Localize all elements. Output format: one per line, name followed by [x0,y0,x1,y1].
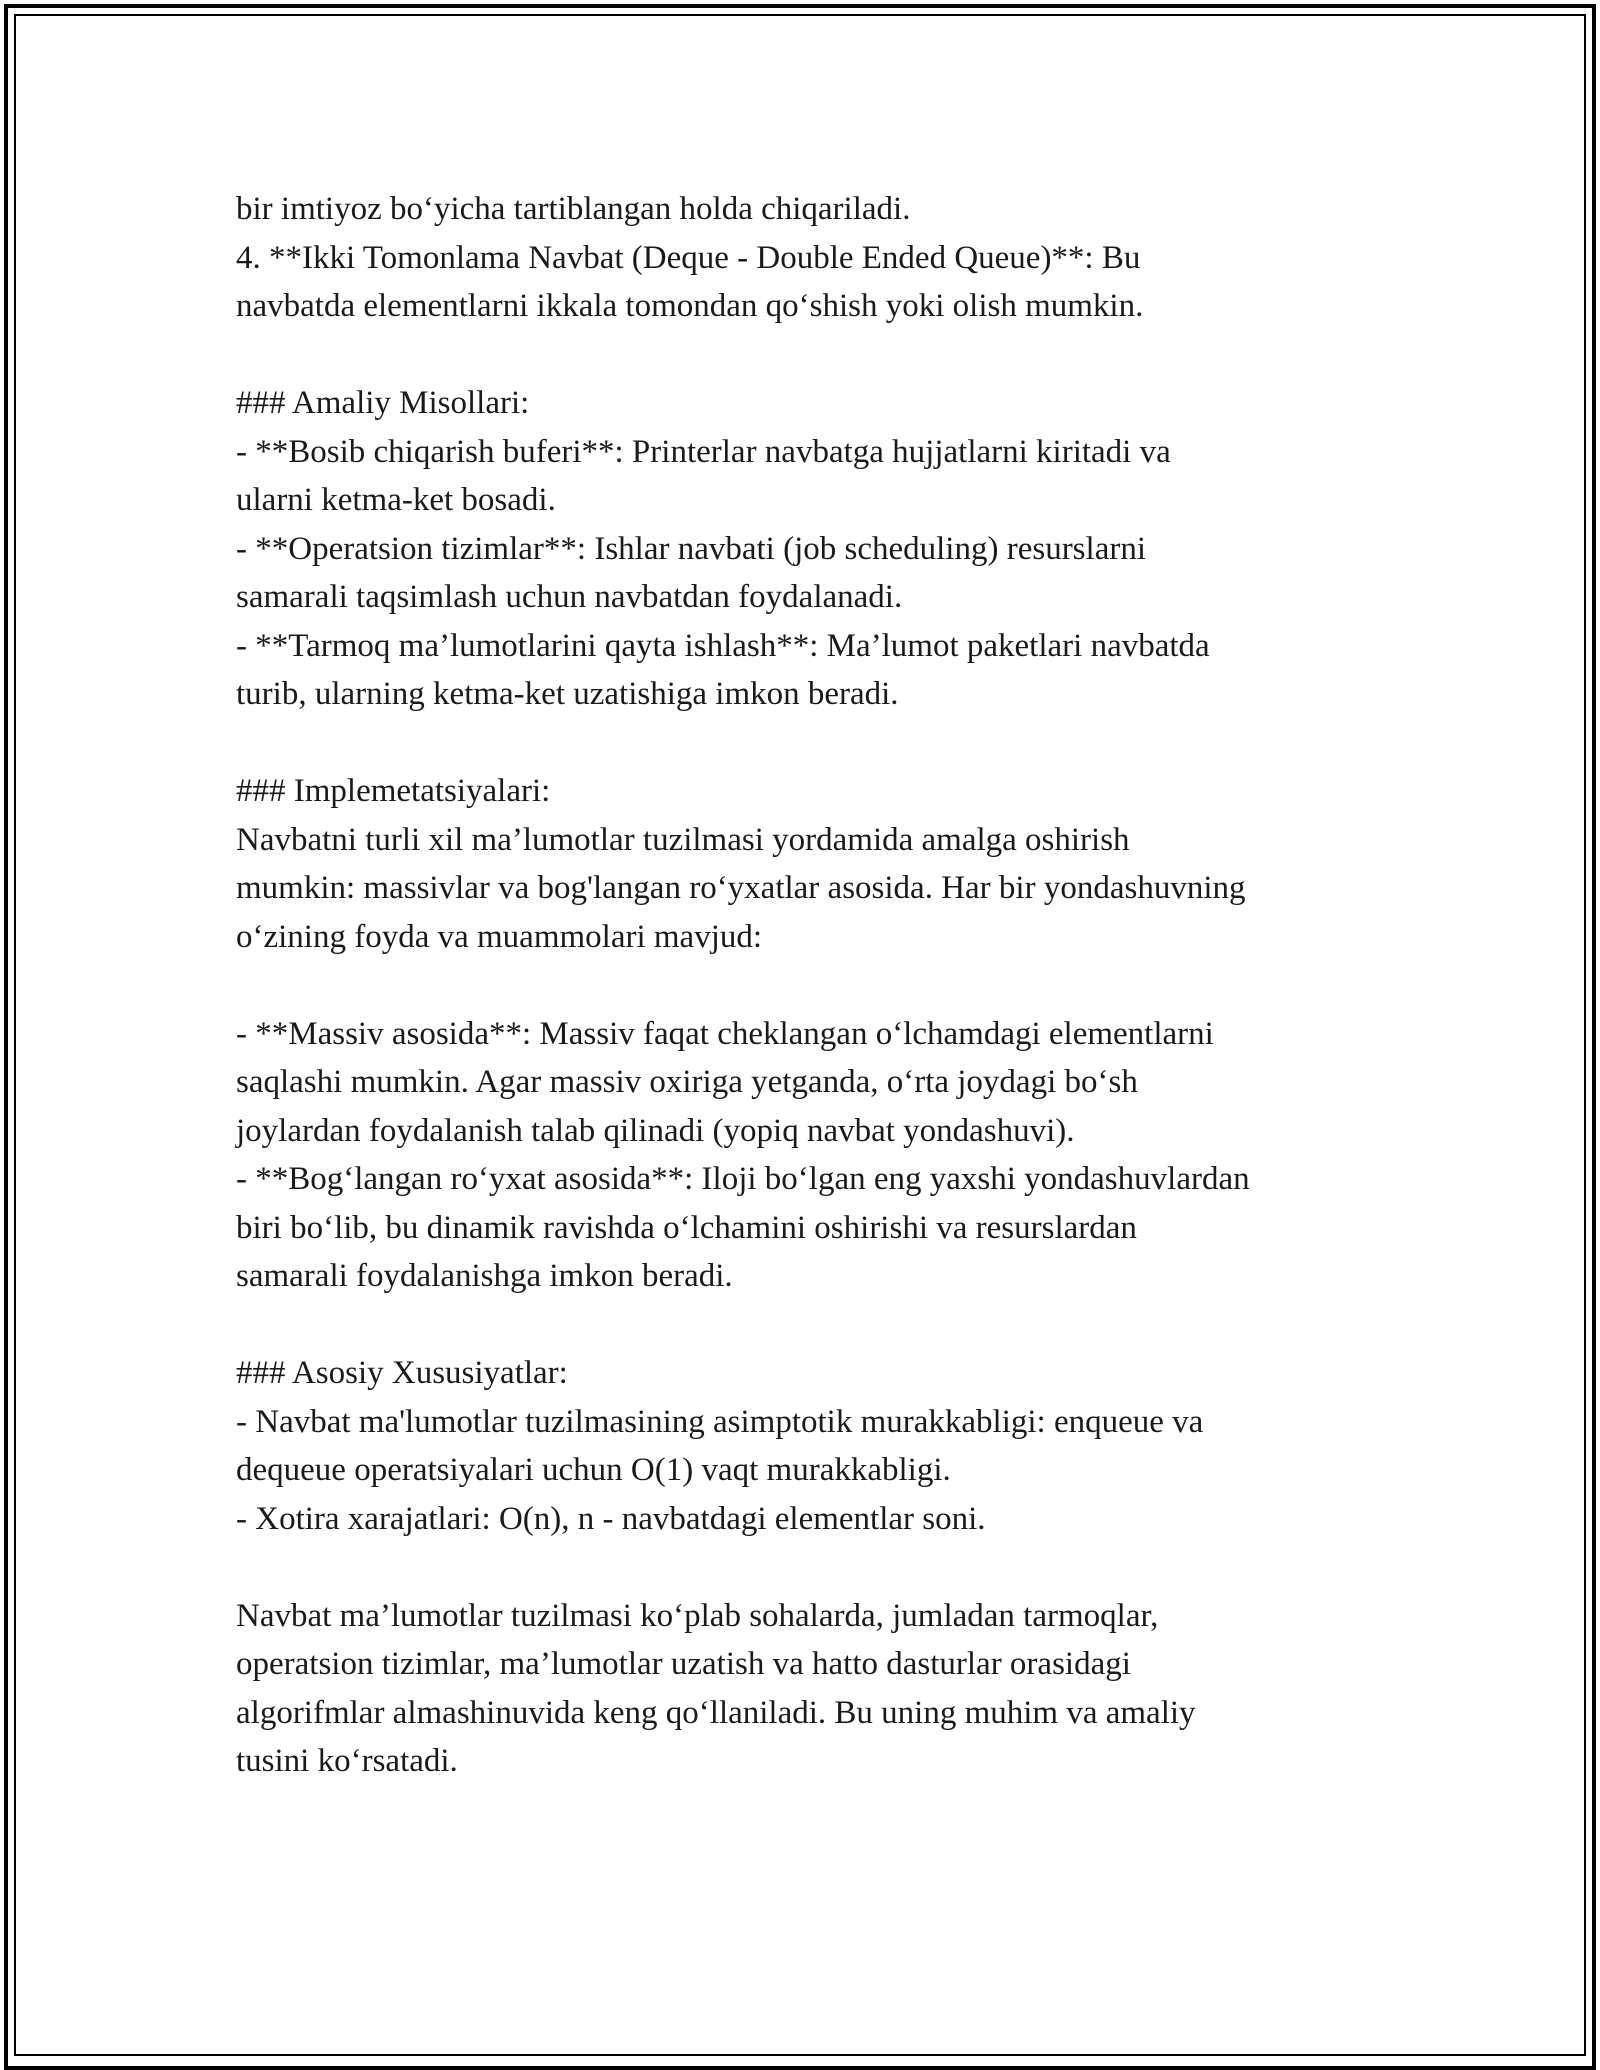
text-line: Navbatni turli xil ma’lumotlar tuzilmasi yordamida amalga oshirish [236,821,1130,858]
text-line: mumkin: massivlar va bog'langan ro‘yxatlar asosida. Har bir yondashuvning [236,870,1246,906]
text-line: - **Tarmoq ma’lumotlarini qayta ishlash**: Ma’lumot paketlari navbatda [236,627,1210,664]
text-line: tusini ko‘rsatadi. [236,1743,458,1779]
section-heading-amaliy-misollari: ### Amaliy Misollari: [236,385,530,421]
text-line: navbatda elementlarni ikkala tomondan qo‘shish yoki olish mumkin. [236,288,1144,324]
text-line: joylardan foydalanish talab qilinadi (yopiq navbat yondashuvi). [236,1112,1075,1149]
section-heading-asosiy-xususiyatlar: ### Asosiy Xususiyatlar: [236,1355,568,1391]
text-line: biri bo‘lib, bu dinamik ravishda o‘lchamini oshirishi va resurslardan [236,1209,1137,1246]
text-line: - **Bosib chiqarish buferi**: Printerlar navbatga hujjatlarni kiritadi va [236,433,1171,470]
text-line: operatsion tizimlar, ma’lumotlar uzatish va hatto dasturlar orasidagi [236,1646,1131,1682]
text-line: algorifmlar almashinuvida keng qo‘llaniladi. Bu uning muhim va amaliy [236,1694,1196,1731]
text-line: - **Bog‘langan ro‘yxat asosida**: Iloji bo‘lgan eng yaxshi yondashuvlardan [236,1161,1250,1197]
blank-line [236,1543,1386,1592]
text-line: 4. **Ikki Tomonlama Navbat (Deque - Double Ended Queue)**: Bu [236,239,1141,276]
blank-line [236,961,1386,1010]
text-line: saqlashi mumkin. Agar massiv oxiriga yetganda, o‘rta joydagi bo‘sh [236,1064,1138,1100]
text-line: samarali taqsimlash uchun navbatdan foydalanadi. [236,579,903,615]
text-line: - Xotira xarajatlari: O(n), n - navbatdagi elementlar soni. [236,1500,986,1537]
text-line: - **Massiv asosida**: Massiv faqat cheklangan o‘lchamdagi elementlarni [236,1015,1214,1052]
blank-line [236,719,1386,768]
text-line: samarali foydalanishga imkon beradi. [236,1258,733,1294]
text-line: - Navbat ma'lumotlar tuzilmasining asimptotik murakkabligi: enqueue va [236,1403,1204,1440]
section-heading-implemetatsiyalari: ### Implemetatsiyalari: [236,773,551,809]
document-body [236,185,1386,1786]
text-line: o‘zining foyda va muammolari mavjud: [236,918,763,955]
text-line: Navbat ma’lumotlar tuzilmasi ko‘plab sohalarda, jumladan tarmoqlar, [236,1597,1159,1634]
text-line: ularni ketma-ket bosadi. [236,482,556,518]
text-line: turib, ularning ketma-ket uzatishiga imkon beradi. [236,676,899,712]
blank-line [236,1301,1386,1350]
blank-line [236,331,1386,380]
text-line: dequeue operatsiyalari uchun O(1) vaqt murakkabligi. [236,1452,951,1488]
text-line: - **Operatsion tizimlar**: Ishlar navbati (job scheduling) resurslarni [236,530,1146,567]
text-line: bir imtiyoz bo‘yicha tartiblangan holda chiqariladi. [236,191,911,227]
